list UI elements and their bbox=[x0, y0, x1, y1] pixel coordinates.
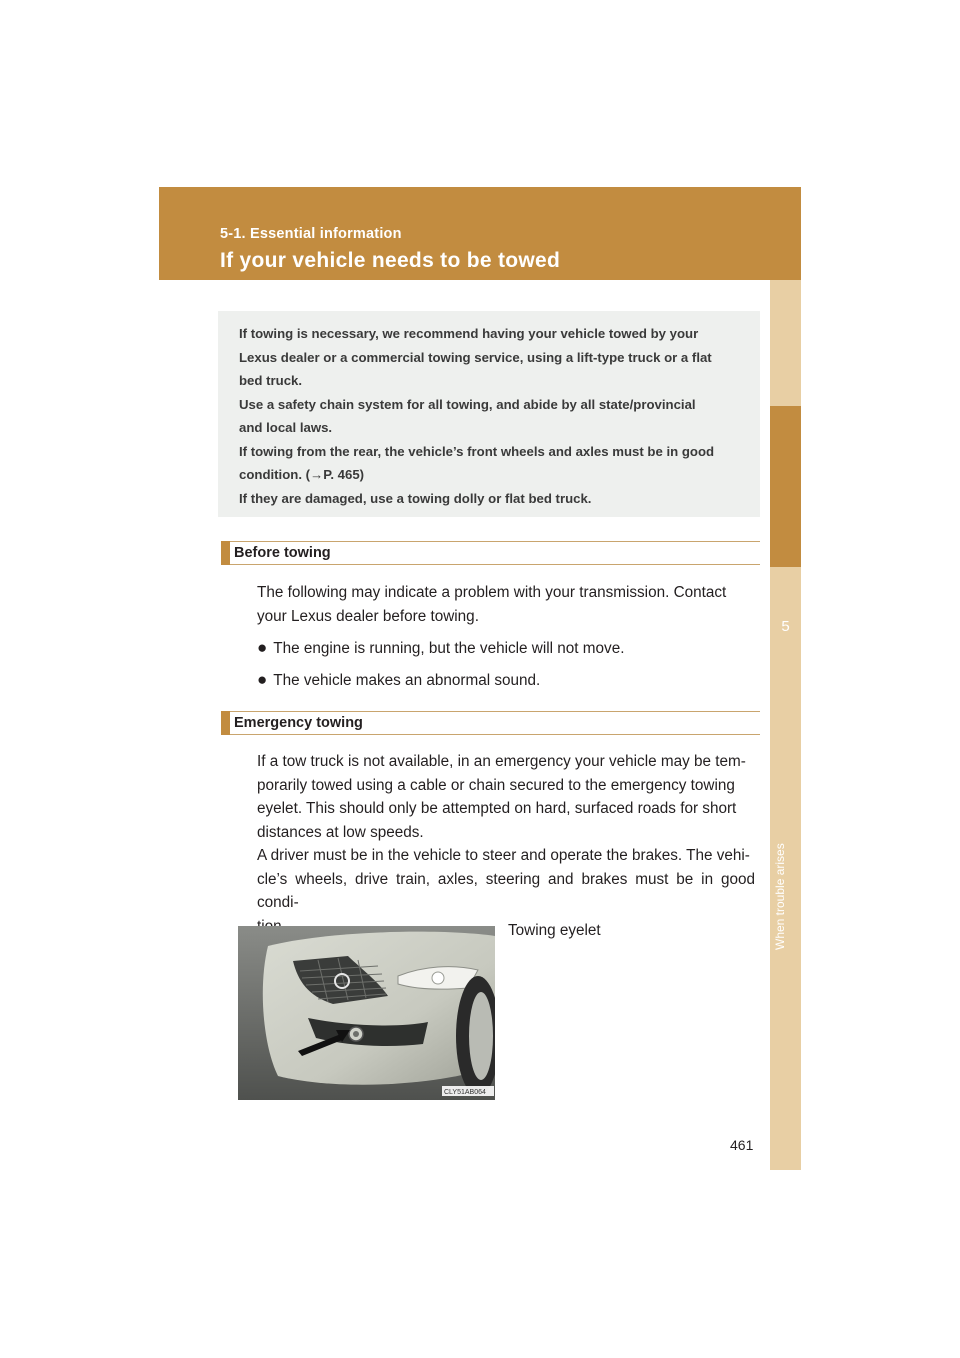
intro-line: Lexus dealer or a commercial towing service, using a lift-type truck or a flat bbox=[239, 349, 712, 365]
subhead-marker bbox=[221, 711, 230, 735]
intro-line: bed truck. bbox=[239, 373, 303, 388]
towing-eyelet-photo bbox=[238, 926, 495, 1100]
text-line: A driver must be in the vehicle to steer and operate the brakes. The vehi- bbox=[257, 847, 750, 864]
intro-text bbox=[239, 322, 739, 510]
car-front-illustration bbox=[238, 926, 495, 1100]
text-line: The following may indicate a problem with your transmission. Contact bbox=[257, 584, 727, 601]
intro-line: and local laws. bbox=[239, 420, 333, 435]
bullet-icon: ● bbox=[257, 670, 268, 689]
subhead-emergency-towing bbox=[221, 711, 760, 735]
intro-line: If they are damaged, use a towing dolly or flat bed truck. bbox=[239, 490, 592, 506]
side-tab-top bbox=[770, 280, 801, 406]
bullet-icon: ● bbox=[257, 638, 268, 657]
bullet-item bbox=[257, 668, 755, 693]
page-title: If your vehicle needs to be towed bbox=[220, 249, 561, 272]
subhead-label: Emergency towing bbox=[234, 715, 363, 731]
section-label: 5-1. Essential information bbox=[220, 226, 402, 242]
text-line: porarily towed using a cable or chain secured to the emergency towing bbox=[257, 776, 735, 794]
text-line: If a tow truck is not available, in an emergency your vehicle may be tem- bbox=[257, 753, 746, 770]
intro-line: If towing from the rear, the vehicle’s front wheels and axles must be in good bbox=[239, 443, 715, 459]
page-number: 461 bbox=[730, 1137, 754, 1153]
subhead-before-towing bbox=[221, 541, 760, 565]
figure-code: CLY51AB064 bbox=[444, 1089, 486, 1096]
text-line: eyelet. This should only be attempted on hard, surfaced roads for short bbox=[257, 800, 737, 817]
chapter-number: 5 bbox=[781, 618, 790, 635]
subhead-label: Before towing bbox=[234, 545, 331, 561]
intro-line: condition. (→P. 465) bbox=[239, 467, 365, 482]
text-line: your Lexus dealer before towing. bbox=[257, 607, 479, 625]
subhead-marker bbox=[221, 541, 230, 565]
intro-line: If towing is necessary, we recommend having your vehicle towed by your bbox=[239, 326, 699, 341]
emergency-towing-text bbox=[257, 750, 755, 938]
chapter-title: When trouble arises bbox=[773, 843, 787, 950]
text-line: cle’s wheels, drive train, axles, steering and brakes must be in good condi- bbox=[257, 870, 755, 911]
side-tab-chapter[interactable] bbox=[770, 406, 801, 567]
bullet-text: The vehicle makes an abnormal sound. bbox=[273, 672, 541, 689]
bullet-item bbox=[257, 636, 755, 661]
figure-callout: Towing eyelet bbox=[508, 922, 601, 939]
text-line: distances at low speeds. bbox=[257, 823, 424, 841]
intro-line: Use a safety chain system for all towing, and abide by all state/provincial bbox=[239, 396, 696, 412]
bullet-text: The engine is running, but the vehicle will not move. bbox=[273, 640, 625, 657]
before-towing-text bbox=[257, 581, 755, 628]
